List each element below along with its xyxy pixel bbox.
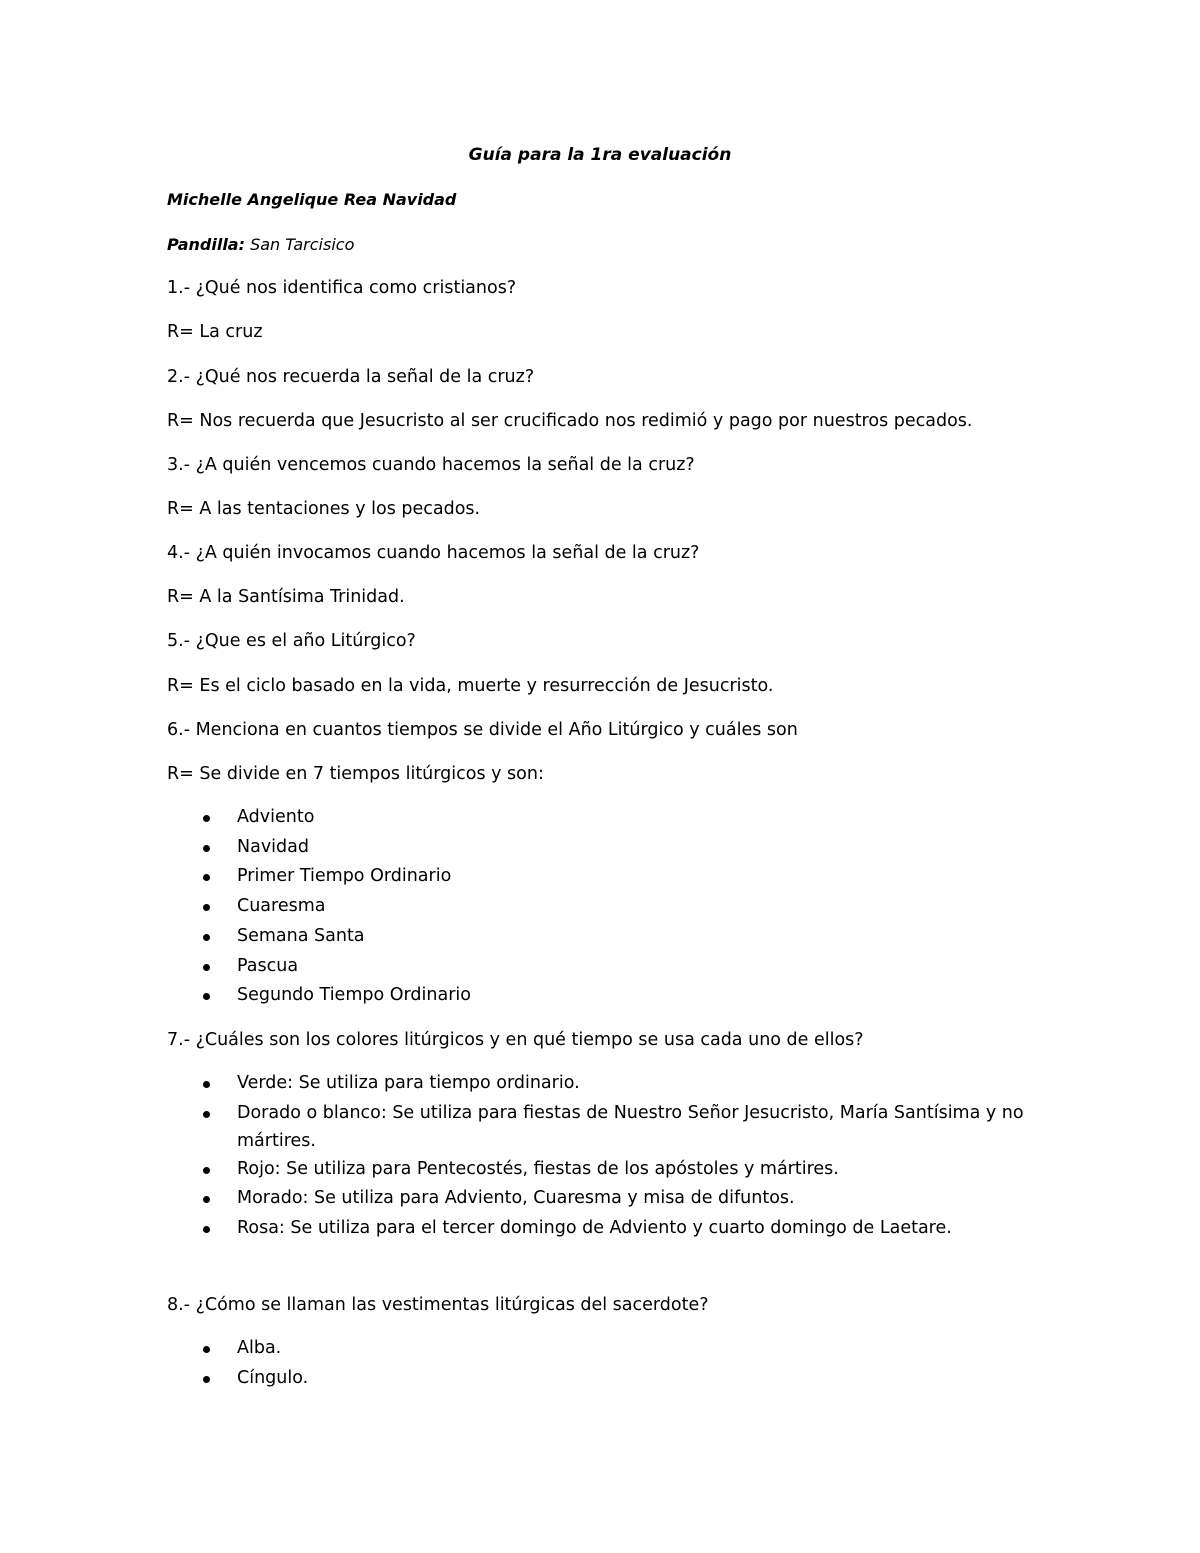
list-item: Rojo: Se utiliza para Pentecostés, fiestas de los apóstoles y mártires.: [167, 1155, 1027, 1185]
bullet-dot-icon: [203, 845, 210, 852]
answer-1: R= La cruz: [167, 322, 263, 342]
list-item: Cíngulo.: [167, 1364, 308, 1394]
question-3: 3.- ¿A quién vencemos cuando hacemos la señal de la cruz?: [167, 455, 695, 475]
bullet-dot-icon: [203, 1226, 210, 1233]
list-item: Alba.: [167, 1334, 308, 1364]
bullet-dot-icon: [203, 1196, 210, 1203]
question-1: 1.- ¿Qué nos identifica como cristianos?: [167, 278, 517, 298]
bullet-dot-icon: [203, 1346, 210, 1353]
list-item: Primer Tiempo Ordinario: [167, 862, 471, 892]
list-item: Pascua: [167, 952, 471, 982]
list-item: Segundo Tiempo Ordinario: [167, 981, 471, 1011]
list-item: Semana Santa: [167, 922, 471, 952]
list-item: Adviento: [167, 803, 471, 833]
answer-6: R= Se divide en 7 tiempos litúrgicos y son:: [167, 764, 544, 784]
document-title: Guía para la 1ra evaluación: [468, 145, 732, 165]
bullet-dot-icon: [203, 1081, 210, 1088]
bullet-dot-icon: [203, 964, 210, 971]
group-line: [167, 234, 354, 256]
list-item: Dorado o blanco: Se utiliza para fiestas de Nuestro Señor Jesucristo, María Santísima y no mártires.: [167, 1099, 1027, 1155]
bullet-dot-icon: [203, 993, 210, 1000]
answer-2: R= Nos recuerda que Jesucristo al ser crucificado nos redimió y pago por nuestros pecados.: [167, 411, 973, 431]
list-item: Cuaresma: [167, 892, 471, 922]
author-label: Michelle Angelique Rea Navidad: [167, 190, 457, 209]
vestimentas-list: [167, 1334, 308, 1393]
bullet-dot-icon: [203, 874, 210, 881]
list-item: Navidad: [167, 833, 471, 863]
answer-5: R= Es el ciclo basado en la vida, muerte y resurrección de Jesucristo.: [167, 676, 774, 696]
colores-list: [167, 1069, 1027, 1244]
bullet-dot-icon: [203, 815, 210, 822]
bullet-dot-icon: [203, 1376, 210, 1383]
question-7: 7.- ¿Cuáles son los colores litúrgicos y en qué tiempo se usa cada uno de ellos?: [167, 1030, 864, 1050]
question-6: 6.- Menciona en cuantos tiempos se divide el Año Litúrgico y cuáles son: [167, 720, 798, 740]
list-item: Rosa: Se utiliza para el tercer domingo de Adviento y cuarto domingo de Laetare.: [167, 1214, 1027, 1244]
author-name: [167, 189, 456, 211]
question-8: 8.- ¿Cómo se llaman las vestimentas litúrgicas del sacerdote?: [167, 1295, 709, 1315]
list-item: Morado: Se utiliza para Adviento, Cuaresma y misa de difuntos.: [167, 1184, 1027, 1214]
question-2: 2.- ¿Qué nos recuerda la señal de la cruz?: [167, 367, 535, 387]
group-label: Pandilla:: [167, 235, 245, 254]
answer-3: R= A las tentaciones y los pecados.: [167, 499, 481, 519]
bullet-dot-icon: [203, 1167, 210, 1174]
question-5: 5.- ¿Que es el año Litúrgico?: [167, 631, 416, 651]
bullet-dot-icon: [203, 1111, 210, 1118]
tiempos-list: [167, 803, 471, 1011]
group-value: San Tarcisico: [250, 235, 355, 254]
list-item: Verde: Se utiliza para tiempo ordinario.: [167, 1069, 1027, 1099]
bullet-dot-icon: [203, 904, 210, 911]
question-4: 4.- ¿A quién invocamos cuando hacemos la señal de la cruz?: [167, 543, 700, 563]
bullet-dot-icon: [203, 934, 210, 941]
answer-4: R= A la Santísima Trinidad.: [167, 587, 405, 607]
